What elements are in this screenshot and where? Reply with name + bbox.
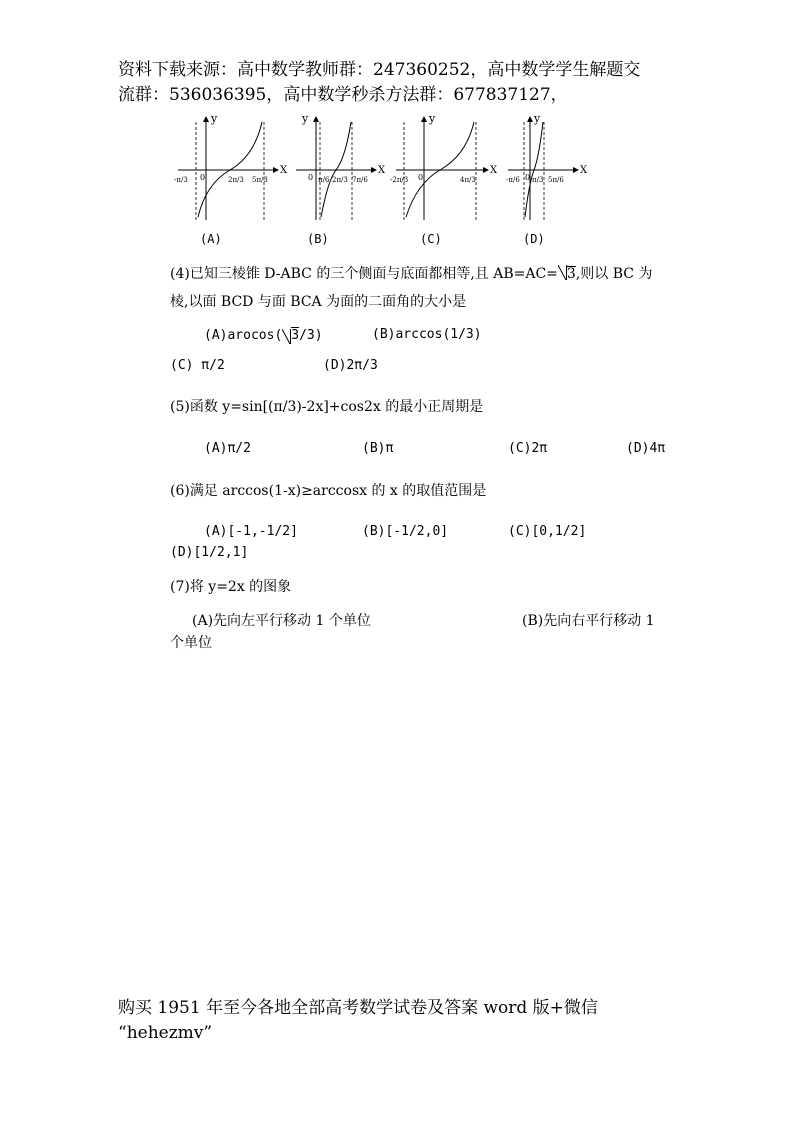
graph-c-tick-1: -2π/3 xyxy=(390,176,409,184)
header-banner xyxy=(118,58,678,108)
q7-option-b: (B)先向右平行移动 1 xyxy=(522,613,655,629)
q4-option-b: (B)arccos(1/3) xyxy=(372,327,482,342)
graph-b xyxy=(296,112,386,220)
question-6: (6)满足 arccos(1-x)≥arccosx 的 x 的取值范围是 xyxy=(170,483,487,499)
q6-option-d: (D)[1/2,1] xyxy=(170,545,249,560)
question-4-text-after: ,则以 BC 为 xyxy=(575,266,653,282)
footer-line-1: 购买 1951 年至今各地全部高考数学试卷及答案 word 版+微信 xyxy=(118,998,598,1018)
question-4-text: (4)已知三棱锥 D-ABC 的三个侧面与底面都相等,且 AB=AC= xyxy=(170,266,558,282)
graph-d xyxy=(506,112,588,220)
graph-a-axis-x: X xyxy=(280,165,288,176)
q5-option-b: (B)π xyxy=(362,441,394,456)
graph-a-tick-3: 5π/3 xyxy=(252,176,268,184)
graph-d-tick-2: π/3 xyxy=(532,176,544,184)
graph-d-tick-1: -π/6 xyxy=(506,176,520,184)
q6-option-b: (B)[-1/2,0] xyxy=(362,524,449,539)
graph-c-axis-y: y xyxy=(429,112,436,125)
header-line-2: 流群：536036395，高中数学秒杀方法群：677837127， xyxy=(118,85,568,105)
graph-b-axis-y: y xyxy=(302,112,309,125)
footer-line-2: “hehezmv” xyxy=(118,1023,213,1043)
graph-d-axis-x: X xyxy=(580,165,588,176)
question-4-line-1 xyxy=(170,263,652,285)
graph-options-figure xyxy=(170,112,590,230)
sqrt-symbol: 3 xyxy=(282,327,299,343)
sqrt-symbol: 3 xyxy=(558,263,576,285)
graph-c-axis-x: X xyxy=(490,165,498,176)
graph-c xyxy=(390,112,498,220)
graph-b-tick-1: π/6 xyxy=(318,176,330,184)
q6-option-a: (A)[-1,-1/2] xyxy=(204,524,298,539)
graph-label-c: (C) xyxy=(420,232,442,246)
graph-a-tick-1: -π/3 xyxy=(174,176,188,184)
footer-banner xyxy=(118,996,598,1046)
header-line-1: 资料下载来源：高中数学教师群：247360252，高中数学学生解题交 xyxy=(118,60,641,80)
graph-a-origin: 0 xyxy=(200,173,206,182)
graph-b-origin: 0 xyxy=(308,173,314,182)
graph-label-d: (D) xyxy=(523,232,545,246)
q4-option-a: (A)arocos( 3/3) xyxy=(204,328,323,343)
graph-a-axis-y: y xyxy=(211,112,218,125)
graph-b-tick-2: 2π/3 xyxy=(332,176,348,184)
graph-a xyxy=(174,112,288,220)
graph-d-tick-3: 5π/6 xyxy=(548,176,564,184)
q5-option-d: (D)4π xyxy=(626,441,666,456)
graph-label-a: (A) xyxy=(200,232,222,246)
graph-label-b: (B) xyxy=(307,232,329,246)
graph-d-origin: 0 xyxy=(525,173,531,182)
q7-option-a: (A)先向左平行移动 1 个单位 xyxy=(192,613,371,629)
q6-option-c: (C)[0,1/2] xyxy=(508,524,587,539)
graph-c-tick-2: 4π/3 xyxy=(460,176,476,184)
graph-b-axis-x: X xyxy=(378,165,386,176)
q5-option-c: (C)2π xyxy=(508,441,548,456)
q4-option-c: (C) π/2 xyxy=(170,358,225,373)
q4-option-d: (D)2π/3 xyxy=(323,358,378,373)
question-7: (7)将 y=2x 的图象 xyxy=(170,579,292,595)
graph-c-origin: 0 xyxy=(418,173,424,182)
question-5: (5)函数 y=sin[(π/3)-2x]+cos2x 的最小正周期是 xyxy=(170,399,484,415)
q5-option-a: (A)π/2 xyxy=(204,441,251,456)
graph-a-tick-2: 2π/3 xyxy=(228,176,244,184)
question-4-line-2: 棱,以面 BCD 与面 BCA 为面的二面角的大小是 xyxy=(170,294,467,310)
graph-d-axis-y: y xyxy=(534,112,541,125)
graph-b-tick-3: 7π/6 xyxy=(352,176,368,184)
q7-option-b-cont: 个单位 xyxy=(170,635,212,651)
